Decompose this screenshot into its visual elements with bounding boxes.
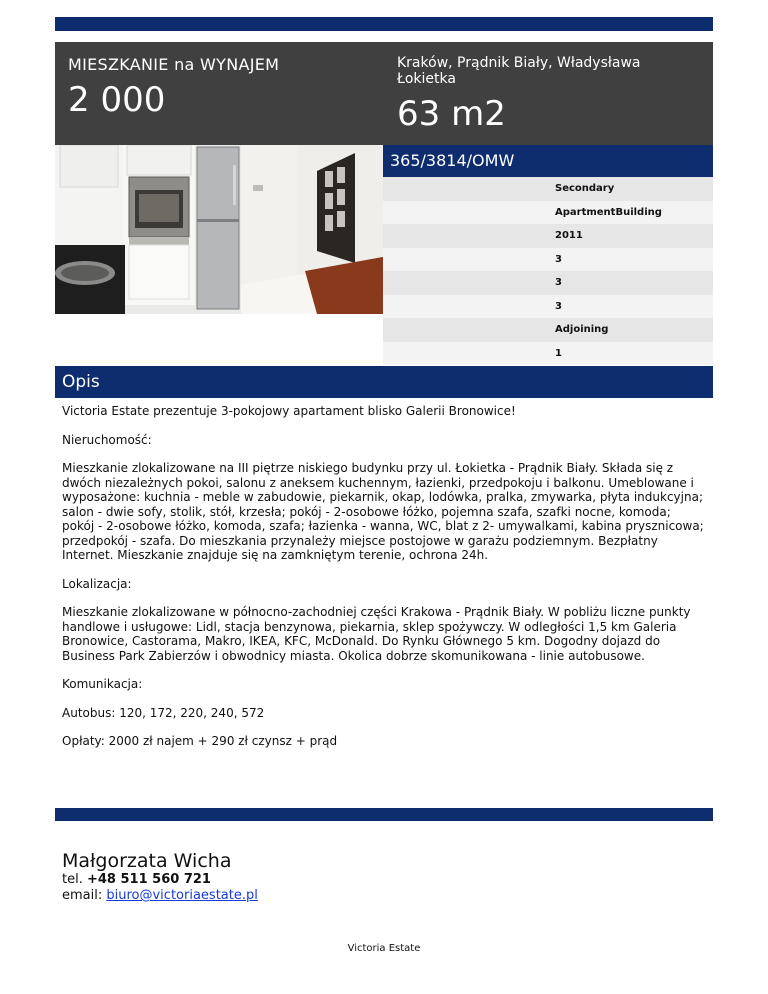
header-right [397,55,697,134]
footer-company: Victoria Estate [347,943,421,954]
agent-email-link[interactable]: biuro@victoriaestate.pl [106,888,258,903]
listing-area: 63 m2 [397,94,506,134]
header-left [68,55,368,120]
detail-row [383,224,713,248]
listing-header [55,42,713,145]
listing-address: Kraków, Prądnik Biały, Władysława Łokietka [397,55,641,87]
email-label: email: [62,888,107,903]
details-table [383,177,713,365]
description-paragraph: Mieszkanie zlokalizowane na III piętrze niskiego budynku przy ul. Łokietka - Prądnik Biały. Składa się z dwóch niezależnych pokoi, salonu z aneksem kuchennym, łazienki, przedpokoju i balkonu. Umeblowane i wyposażone: kuchnia - meble w zabudowie, piekarnik, okap, lodówka, pralka, zmywarka, płyta indukcyjna; salon - dwie sofy, stolik, stół, krzesła; pokój - 2-osobowe łóżko, pojemna szafa, szafki nocne, komoda; pokój - 2-osobowe łóżko, komoda, szafa; łazienka - wanna, WC, blat z 2- umywalkami, kabina prysznicowa; przedpokój - szafa. Do mieszkania przynależy miejsce postojowe w garażu podziemnym. Bezpłatny Internet. Mieszkanie znajduje się na zamkniętym terenie, ochrona 24h. [62,461,704,562]
description-paragraph: Opłaty: 2000 zł najem + 290 zł czynsz + prąd [62,734,338,748]
bottom-decorative-bar [55,808,713,821]
description-heading: Opis [55,366,713,398]
listing-price: 2 000 [68,80,166,120]
detail-value: 3 [555,277,562,288]
description-paragraph: Lokalizacja: [62,576,132,591]
detail-value: ApartmentBuilding [555,206,662,218]
detail-value: 3 [555,300,562,312]
agent-name: Małgorzata Wicha [62,850,232,872]
agent-contact [62,850,702,904]
detail-value: Secondary [555,183,615,194]
detail-value: 1 [555,347,562,359]
detail-row [383,201,713,225]
detail-value: 3 [555,253,562,265]
detail-row [383,342,713,366]
phone-label: tel. [62,872,87,887]
apartment-photo [55,145,383,314]
description-paragraph: Komunikacja: [62,677,143,691]
agent-phone-line [62,872,702,888]
agent-phone: +48 511 560 721 [86,872,211,887]
top-decorative-bar [55,17,713,31]
description-paragraph: Victoria Estate prezentuje 3-pokojowy apartament blisko Galerii Bronowice! [62,404,516,418]
listing-type: MIESZKANIE na WYNAJEM [68,55,280,74]
description-paragraph: Mieszkanie zlokalizowane w północno-zachodniej części Krakowa - Prądnik Biały. W pobliżu liczne punkty handlowe i usługowe: Lidl, stacja benzynowa, piekarnia, sklep spożywczy. W odległości 1,5 km Galeria Bronowice, Castorama, Makro, IKEA, KFC, McDonald. Do Rynku Głównego 5 km. Dogodny dojazd do Business Park Zabierzów i obwodnicy miasta. Okolica dobrze skomunikowana - linie autobusowe. [62,605,691,663]
detail-value: Adjoining [555,324,609,335]
description-paragraph: Autobus: 120, 172, 220, 240, 572 [62,705,265,720]
detail-value: 2011 [555,230,583,241]
detail-row [383,248,713,272]
detail-row [383,318,713,342]
description-body [62,404,706,763]
detail-row [383,295,713,319]
description-paragraph: Nieruchomość: [62,432,152,447]
agent-email-line [62,888,702,904]
listing-id: 365/3814/OMW [383,145,713,177]
detail-row [383,271,713,295]
detail-row [383,177,713,201]
